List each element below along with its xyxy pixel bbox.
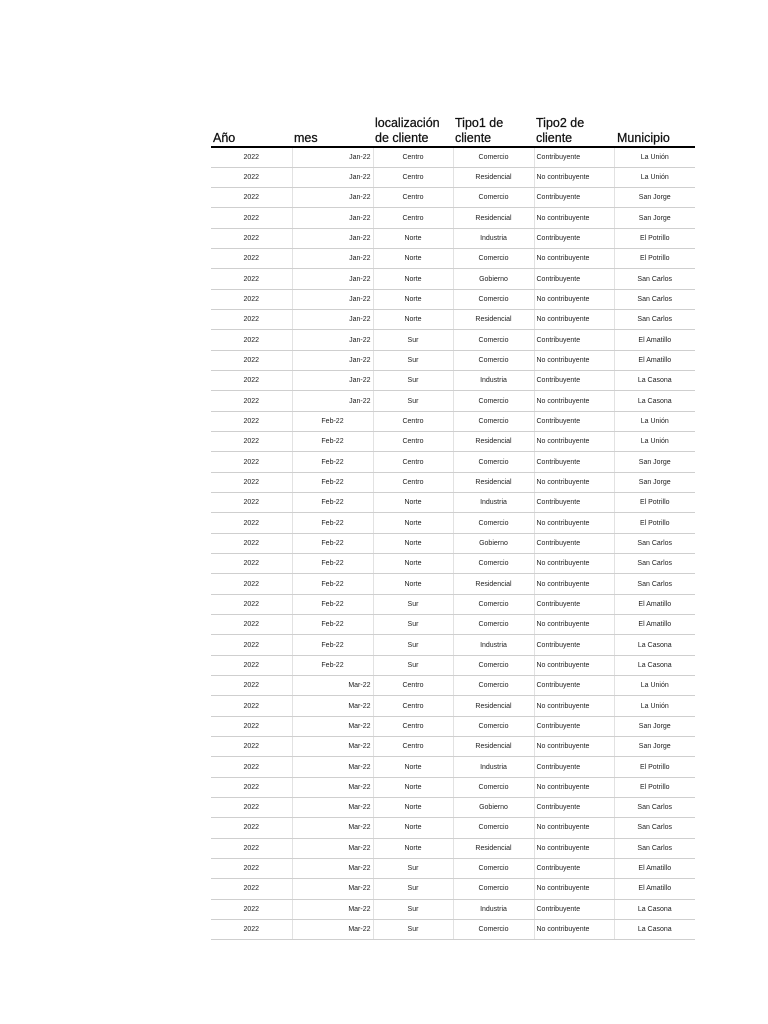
cell-tipo2: Contribuyente [534,533,614,553]
cell-tipo2: No contribuyente [534,513,614,533]
cell-municipio: La Casona [614,899,695,919]
cell-municipio: San Carlos [614,269,695,289]
cell-municipio: El Potrillo [614,777,695,797]
cell-tipo1: Comercio [453,147,534,167]
cell-mes: Mar-22 [292,757,373,777]
cell-anio: 2022 [211,411,292,431]
cell-tipo2: No contribuyente [534,554,614,574]
cell-tipo2: Contribuyente [534,411,614,431]
cell-mes: Mar-22 [292,919,373,939]
cell-mes: Jan-22 [292,310,373,330]
cell-tipo2: Contribuyente [534,452,614,472]
cell-localizacion: Norte [373,493,453,513]
cell-tipo2: No contribuyente [534,432,614,452]
cell-municipio: La Casona [614,391,695,411]
cell-municipio: La Casona [614,919,695,939]
cell-municipio: San Jorge [614,472,695,492]
cell-municipio: El Potrillo [614,249,695,269]
table-row [211,188,695,208]
cell-tipo2: No contribuyente [534,310,614,330]
cell-tipo1: Residencial [453,472,534,492]
cell-tipo1: Industria [453,635,534,655]
table-row [211,716,695,736]
cell-tipo2: Contribuyente [534,493,614,513]
header-mes: mes [292,115,373,147]
cell-anio: 2022 [211,554,292,574]
cell-mes: Mar-22 [292,696,373,716]
cell-mes: Jan-22 [292,249,373,269]
cell-municipio: La Unión [614,696,695,716]
cell-mes: Feb-22 [292,493,373,513]
cell-mes: Mar-22 [292,879,373,899]
cell-anio: 2022 [211,635,292,655]
cell-tipo1: Comercio [453,330,534,350]
cell-mes: Jan-22 [292,391,373,411]
cell-localizacion: Sur [373,615,453,635]
cell-mes: Mar-22 [292,798,373,818]
cell-tipo1: Industria [453,899,534,919]
cell-mes: Mar-22 [292,716,373,736]
cell-localizacion: Centro [373,737,453,757]
cell-localizacion: Norte [373,289,453,309]
table-row [211,615,695,635]
cell-mes: Mar-22 [292,899,373,919]
cell-municipio: San Carlos [614,310,695,330]
cell-anio: 2022 [211,167,292,187]
cell-municipio: San Carlos [614,554,695,574]
cell-anio: 2022 [211,838,292,858]
cell-tipo1: Residencial [453,574,534,594]
table-row [211,493,695,513]
cell-anio: 2022 [211,452,292,472]
cell-municipio: La Unión [614,676,695,696]
cell-tipo1: Residencial [453,167,534,187]
cell-anio: 2022 [211,777,292,797]
cell-tipo1: Comercio [453,554,534,574]
table-row [211,858,695,878]
cell-localizacion: Centro [373,208,453,228]
cell-localizacion: Norte [373,269,453,289]
cell-localizacion: Norte [373,757,453,777]
cell-anio: 2022 [211,615,292,635]
cell-localizacion: Norte [373,310,453,330]
cell-anio: 2022 [211,310,292,330]
cell-mes: Feb-22 [292,513,373,533]
cell-tipo2: Contribuyente [534,716,614,736]
cell-mes: Feb-22 [292,411,373,431]
table-row [211,411,695,431]
table-row [211,737,695,757]
table-row [211,228,695,248]
cell-municipio: La Casona [614,655,695,675]
cell-anio: 2022 [211,208,292,228]
cell-tipo2: No contribuyente [534,350,614,370]
table-row [211,289,695,309]
table-row [211,167,695,187]
cell-municipio: La Unión [614,167,695,187]
table-row [211,818,695,838]
table-row [211,371,695,391]
cell-localizacion: Sur [373,899,453,919]
cell-anio: 2022 [211,432,292,452]
cell-localizacion: Centro [373,452,453,472]
cell-municipio: El Amatillo [614,879,695,899]
cell-anio: 2022 [211,533,292,553]
cell-tipo1: Residencial [453,432,534,452]
cell-tipo2: No contribuyente [534,879,614,899]
cell-localizacion: Sur [373,655,453,675]
cell-localizacion: Norte [373,777,453,797]
cell-mes: Jan-22 [292,289,373,309]
cell-mes: Mar-22 [292,777,373,797]
cell-localizacion: Sur [373,919,453,939]
cell-tipo1: Residencial [453,737,534,757]
cell-anio: 2022 [211,655,292,675]
cell-municipio: El Amatillo [614,858,695,878]
cell-tipo1: Comercio [453,919,534,939]
cell-mes: Jan-22 [292,330,373,350]
cell-mes: Mar-22 [292,737,373,757]
table-row [211,208,695,228]
cell-localizacion: Centro [373,472,453,492]
cell-tipo1: Gobierno [453,798,534,818]
cell-tipo2: Contribuyente [534,371,614,391]
cell-tipo1: Comercio [453,615,534,635]
cell-tipo1: Comercio [453,411,534,431]
cell-anio: 2022 [211,371,292,391]
cell-tipo1: Comercio [453,594,534,614]
cell-tipo2: Contribuyente [534,330,614,350]
cell-mes: Jan-22 [292,371,373,391]
cell-anio: 2022 [211,289,292,309]
cell-mes: Feb-22 [292,554,373,574]
cell-municipio: El Potrillo [614,228,695,248]
cell-localizacion: Centro [373,676,453,696]
cell-anio: 2022 [211,350,292,370]
cell-tipo2: No contribuyente [534,818,614,838]
cell-mes: Feb-22 [292,655,373,675]
cell-tipo2: Contribuyente [534,676,614,696]
cell-tipo2: Contribuyente [534,858,614,878]
cell-municipio: El Potrillo [614,757,695,777]
cell-mes: Jan-22 [292,167,373,187]
cell-localizacion: Norte [373,513,453,533]
cell-tipo1: Comercio [453,391,534,411]
table-row [211,635,695,655]
cell-localizacion: Norte [373,249,453,269]
cell-mes: Feb-22 [292,452,373,472]
header-localizacion: localización de cliente [373,115,453,147]
cell-tipo1: Residencial [453,208,534,228]
table-row [211,249,695,269]
cell-tipo2: No contribuyente [534,391,614,411]
cell-localizacion: Sur [373,330,453,350]
cell-municipio: San Carlos [614,574,695,594]
cell-anio: 2022 [211,147,292,167]
cell-mes: Feb-22 [292,472,373,492]
cell-tipo1: Comercio [453,350,534,370]
cell-tipo2: No contribuyente [534,737,614,757]
cell-tipo2: Contribuyente [534,899,614,919]
cell-tipo1: Comercio [453,452,534,472]
cell-tipo2: No contribuyente [534,167,614,187]
table-row [211,350,695,370]
header-tipo1: Tipo1 de cliente [453,115,534,147]
table-row [211,919,695,939]
table-row [211,432,695,452]
cell-tipo1: Comercio [453,513,534,533]
cell-tipo1: Residencial [453,310,534,330]
cell-mes: Jan-22 [292,188,373,208]
cell-anio: 2022 [211,513,292,533]
cell-localizacion: Sur [373,391,453,411]
cell-tipo2: Contribuyente [534,188,614,208]
table-row [211,513,695,533]
table-row [211,798,695,818]
header-municipio: Municipio [614,115,695,147]
cell-tipo1: Gobierno [453,269,534,289]
cell-localizacion: Centro [373,188,453,208]
cell-tipo1: Residencial [453,838,534,858]
table-row [211,269,695,289]
cell-mes: Mar-22 [292,818,373,838]
cell-municipio: El Amatillo [614,330,695,350]
cell-municipio: La Unión [614,432,695,452]
table-row [211,594,695,614]
cell-municipio: San Carlos [614,798,695,818]
cell-anio: 2022 [211,919,292,939]
cell-tipo1: Industria [453,371,534,391]
cell-mes: Feb-22 [292,594,373,614]
table-body [211,147,695,940]
cell-tipo1: Comercio [453,289,534,309]
cell-municipio: La Casona [614,635,695,655]
cell-municipio: El Potrillo [614,493,695,513]
cell-localizacion: Norte [373,798,453,818]
table-row [211,879,695,899]
cell-tipo1: Industria [453,228,534,248]
cell-anio: 2022 [211,269,292,289]
cell-tipo2: No contribuyente [534,777,614,797]
cell-mes: Jan-22 [292,147,373,167]
cell-tipo2: No contribuyente [534,249,614,269]
table-row [211,757,695,777]
cell-anio: 2022 [211,858,292,878]
cell-mes: Jan-22 [292,269,373,289]
cell-municipio: San Carlos [614,289,695,309]
cell-anio: 2022 [211,716,292,736]
cell-anio: 2022 [211,594,292,614]
cell-mes: Feb-22 [292,635,373,655]
cell-tipo2: Contribuyente [534,757,614,777]
cell-municipio: San Carlos [614,818,695,838]
cell-municipio: San Carlos [614,533,695,553]
cell-anio: 2022 [211,818,292,838]
cell-mes: Mar-22 [292,676,373,696]
cell-localizacion: Norte [373,818,453,838]
cell-anio: 2022 [211,737,292,757]
table-row [211,533,695,553]
cell-localizacion: Norte [373,554,453,574]
cell-tipo2: Contribuyente [534,147,614,167]
cell-municipio: La Casona [614,371,695,391]
cell-tipo1: Comercio [453,249,534,269]
table-row [211,777,695,797]
cell-municipio: San Jorge [614,452,695,472]
cell-anio: 2022 [211,472,292,492]
cell-tipo2: Contribuyente [534,269,614,289]
cell-municipio: San Jorge [614,716,695,736]
cell-tipo1: Comercio [453,818,534,838]
cell-tipo2: Contribuyente [534,594,614,614]
cell-localizacion: Sur [373,371,453,391]
cell-tipo1: Comercio [453,879,534,899]
cell-tipo2: No contribuyente [534,655,614,675]
table-row [211,838,695,858]
table-row [211,899,695,919]
cell-localizacion: Centro [373,167,453,187]
cell-anio: 2022 [211,676,292,696]
header-row [211,115,695,147]
cell-municipio: El Potrillo [614,513,695,533]
cell-localizacion: Centro [373,716,453,736]
cell-localizacion: Norte [373,574,453,594]
cell-localizacion: Sur [373,879,453,899]
table-row [211,147,695,167]
table-row [211,452,695,472]
cell-anio: 2022 [211,757,292,777]
cell-mes: Feb-22 [292,574,373,594]
cell-anio: 2022 [211,228,292,248]
cell-municipio: San Jorge [614,208,695,228]
cell-municipio: El Amatillo [614,594,695,614]
cell-localizacion: Norte [373,228,453,248]
cell-tipo2: No contribuyente [534,919,614,939]
cell-localizacion: Centro [373,147,453,167]
cell-tipo2: No contribuyente [534,208,614,228]
cell-tipo2: Contribuyente [534,798,614,818]
cell-localizacion: Sur [373,350,453,370]
cell-tipo1: Comercio [453,655,534,675]
cell-tipo2: No contribuyente [534,472,614,492]
cell-municipio: San Jorge [614,188,695,208]
cell-anio: 2022 [211,188,292,208]
table-row [211,310,695,330]
cell-localizacion: Norte [373,838,453,858]
cell-tipo2: No contribuyente [534,838,614,858]
cell-tipo1: Comercio [453,777,534,797]
cell-tipo2: No contribuyente [534,289,614,309]
table-row [211,472,695,492]
table-row [211,655,695,675]
cell-localizacion: Sur [373,594,453,614]
cell-municipio: La Unión [614,147,695,167]
cell-tipo1: Industria [453,493,534,513]
cell-mes: Feb-22 [292,432,373,452]
cell-localizacion: Centro [373,432,453,452]
cell-municipio: San Carlos [614,838,695,858]
cell-tipo1: Comercio [453,716,534,736]
cell-mes: Jan-22 [292,228,373,248]
cell-localizacion: Centro [373,411,453,431]
cell-anio: 2022 [211,249,292,269]
cell-tipo1: Industria [453,757,534,777]
cell-tipo1: Comercio [453,676,534,696]
cell-tipo2: No contribuyente [534,574,614,594]
cell-tipo1: Residencial [453,696,534,716]
table-row [211,391,695,411]
cell-mes: Mar-22 [292,858,373,878]
cell-anio: 2022 [211,330,292,350]
cell-mes: Feb-22 [292,615,373,635]
cell-localizacion: Sur [373,858,453,878]
cell-tipo1: Comercio [453,188,534,208]
cell-mes: Jan-22 [292,208,373,228]
cell-municipio: La Unión [614,411,695,431]
cell-tipo2: No contribuyente [534,615,614,635]
cell-localizacion: Sur [373,635,453,655]
table-row [211,554,695,574]
table-row [211,574,695,594]
cell-mes: Jan-22 [292,350,373,370]
cell-tipo1: Comercio [453,858,534,878]
cell-anio: 2022 [211,798,292,818]
cell-anio: 2022 [211,391,292,411]
table-row [211,330,695,350]
cell-anio: 2022 [211,696,292,716]
cell-mes: Mar-22 [292,838,373,858]
cell-anio: 2022 [211,879,292,899]
cell-anio: 2022 [211,574,292,594]
cell-tipo1: Gobierno [453,533,534,553]
cell-tipo2: Contribuyente [534,228,614,248]
cell-localizacion: Norte [373,533,453,553]
cell-tipo2: No contribuyente [534,696,614,716]
cell-municipio: El Amatillo [614,615,695,635]
cell-municipio: San Jorge [614,737,695,757]
header-anio: Año [211,115,292,147]
table-row [211,676,695,696]
cell-tipo2: Contribuyente [534,635,614,655]
cell-municipio: El Amatillo [614,350,695,370]
cell-anio: 2022 [211,493,292,513]
table-row [211,696,695,716]
cell-localizacion: Centro [373,696,453,716]
cell-anio: 2022 [211,899,292,919]
header-tipo2: Tipo2 de cliente [534,115,614,147]
cell-mes: Feb-22 [292,533,373,553]
data-table [211,115,695,940]
